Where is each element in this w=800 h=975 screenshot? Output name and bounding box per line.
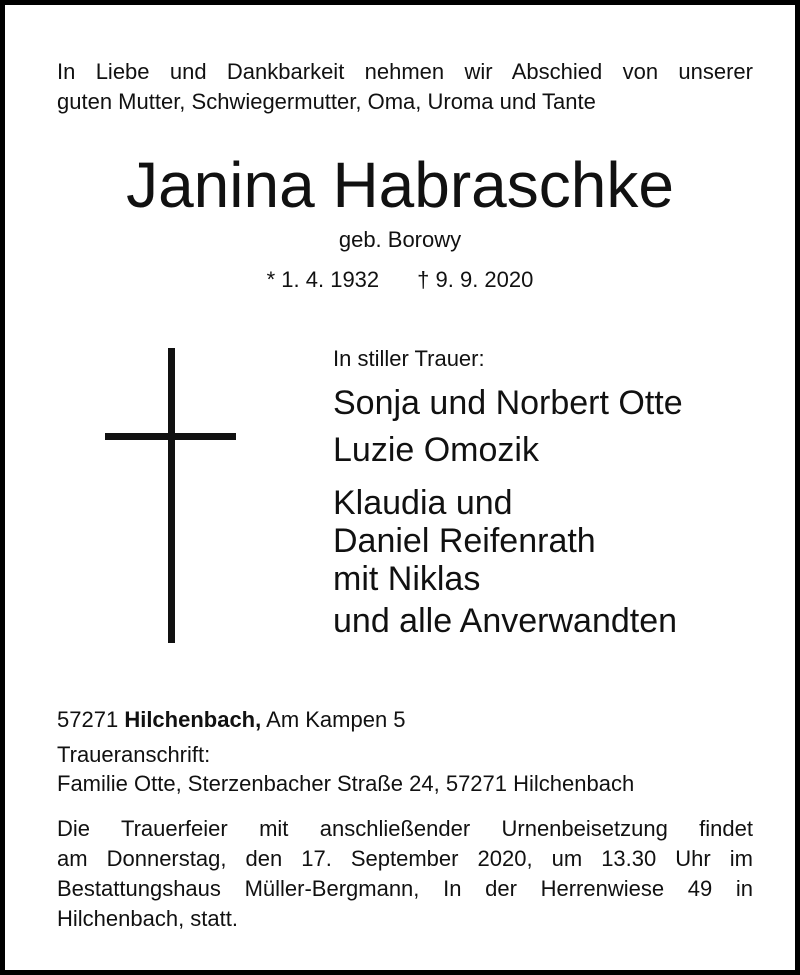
street: Am Kampen 5 [266,707,406,732]
ceremony-line: Die Trauerfeier mit anschließender Urnenbeisetzung findet [57,816,753,841]
cross-icon-bar [105,433,236,440]
intro-text [57,57,753,117]
city: Hilchenbach, [124,707,262,732]
ceremony-line: Bestattungshaus Müller-Bergmann, In der Herrenwiese 49 in [57,876,753,901]
life-dates [5,265,795,295]
birth-date: * 1. 4. 1932 [266,267,380,292]
mourner-entry: Klaudia und Daniel Reifenrath mit Niklas [333,484,596,598]
ceremony-line: am Donnerstag, den 17. September 2020, um 13.30 Uhr im [57,846,753,871]
mourners-label: In stiller Trauer: [333,346,485,371]
mourner-entry: Sonja und Norbert Otte [333,384,683,422]
death-date: † 9. 9. 2020 [417,267,534,292]
postcode: 57271 [57,707,119,732]
mourner-entry: und alle Anverwandten [333,602,678,640]
intro-line-2: guten Mutter, Schwiegermutter, Oma, Uroma und Tante [57,89,596,114]
cross-icon [168,348,175,643]
intro-line-1: In Liebe und Dankbarkeit nehmen wir Abschied von unserer [57,59,753,84]
maiden-name: geb. Borowy [338,227,462,252]
deceased-name: Janina Habraschke [126,149,674,221]
mail-address-label: Traueranschrift: [57,742,211,767]
mourner-entry: Luzie Omozik [333,431,539,469]
ceremony-info [57,814,753,934]
ceremony-line: Hilchenbach, statt. [57,906,238,931]
mail-address: Familie Otte, Sterzenbacher Straße 24, 57271 Hilchenbach [57,771,635,796]
residence-address [57,705,406,735]
